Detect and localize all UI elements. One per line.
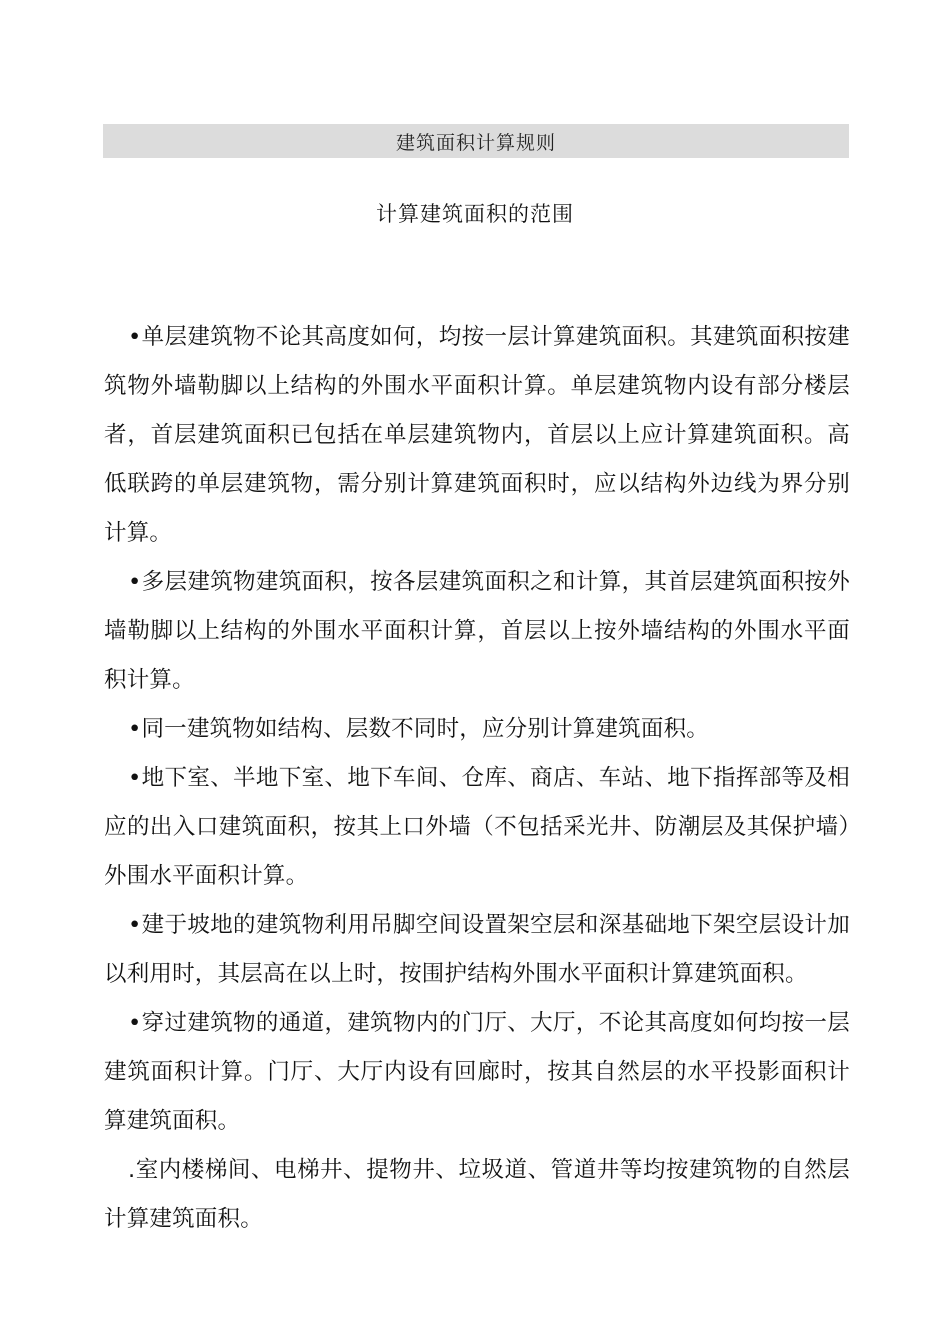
document-header-band	[103, 124, 849, 158]
section-title: 计算建筑面积的范围	[376, 202, 574, 226]
paragraph-multi-storey: •多层建筑物建筑面积，按各层建筑面积之和计算，其首层建筑面积按外墙勒脚以上结构的外围水平面积计算，首层以上按外墙结构的外围水平面积计算。	[104, 569, 850, 693]
paragraph-slope-building: •建于坡地的建筑物利用吊脚空间设置架空层和深基础地下架空层设计加以利用时，其层高在以上时，按围护结构外围水平面积计算建筑面积。	[104, 912, 850, 987]
paragraph-passage-hall: •穿过建筑物的通道，建筑物内的门厅、大厅，不论其高度如何均按一层建筑面积计算。门厅、大厅内设有回廊时，按其自然层的水平投影面积计算建筑面积。	[104, 1010, 850, 1134]
paragraph-single-storey: •单层建筑物不论其高度如何，均按一层计算建筑面积。其建筑面积按建筑物外墙勒脚以上结构的外围水平面积计算。单层建筑物内设有部分楼层者，首层建筑面积已包括在单层建筑物内，首层以上应计算建筑面积。高低联跨的单层建筑物，需分别计算建筑面积时，应以结构外边线为界分别计算。	[104, 324, 850, 546]
paragraph-different-structure: •同一建筑物如结构、层数不同时，应分别计算建筑面积。	[128, 716, 709, 742]
document-header-title: 建筑面积计算规则	[395, 131, 556, 154]
document-body	[104, 313, 850, 1244]
paragraph-stairwell-shaft: .室内楼梯间、电梯井、提物井、垃圾道、管道井等均按建筑物的自然层计算建筑面积。	[104, 1157, 850, 1232]
paragraph-basement: •地下室、半地下室、地下车间、仓库、商店、车站、地下指挥部等及相应的出入口建筑面积，按其上口外墙（不包括采光井、防潮层及其保护墙）外围水平面积计算。	[104, 765, 850, 889]
